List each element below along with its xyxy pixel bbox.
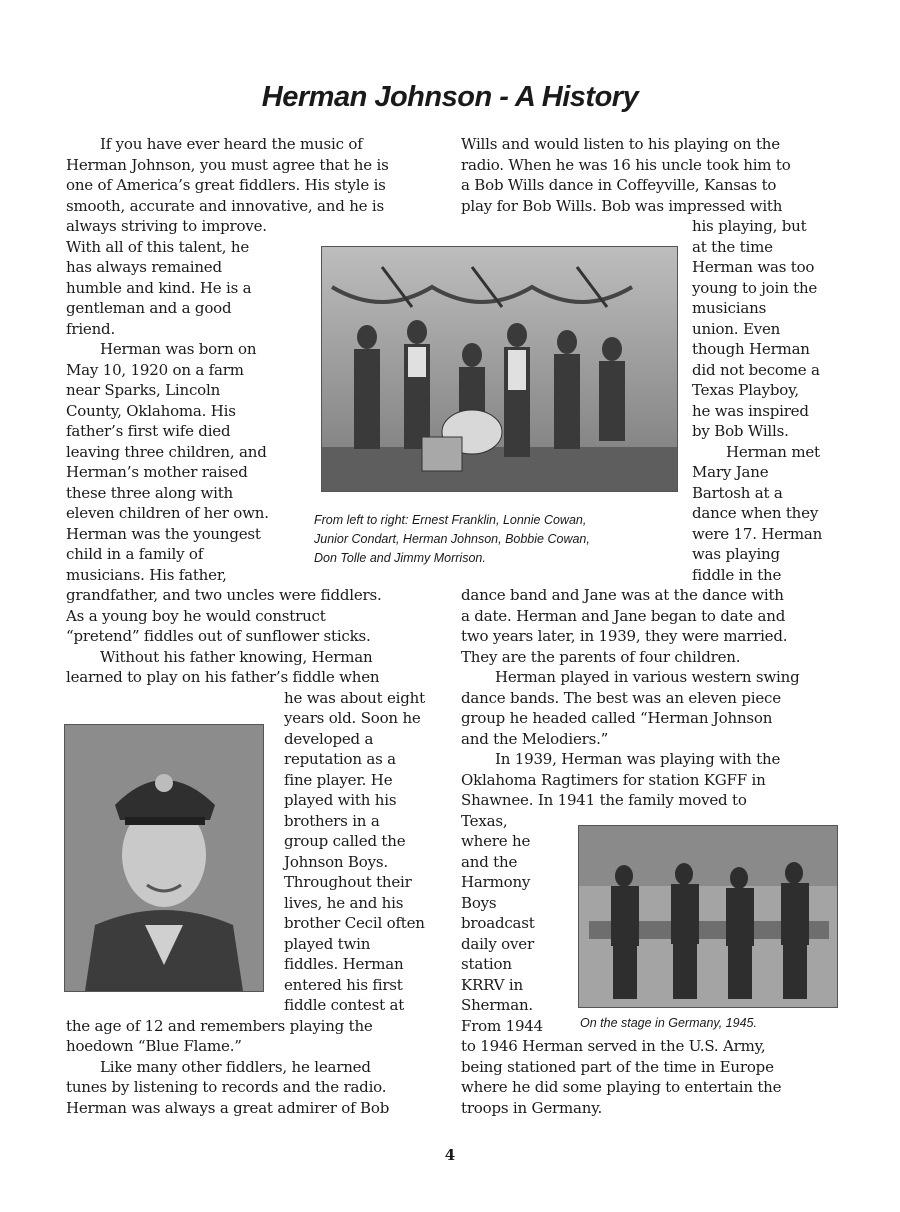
band-photo-caption-line: Junior Condart, Herman Johnson, Bobbie Cowan, (314, 532, 590, 546)
right-column-line: where he did some playing to entertain the (461, 1078, 782, 1096)
left-column-line: May 10, 1920 on a farm (66, 360, 244, 379)
right-column-line: a Bob Wills dance in Coffeyville, Kansas to (461, 176, 777, 194)
right-column-line: were 17. Herman (692, 524, 823, 543)
right-column-line: though Herman (692, 340, 810, 358)
right-column-line: Harmony (461, 873, 531, 891)
left-column-line: Like many other fiddlers, he learned (100, 1057, 371, 1076)
right-column-line: musicians (692, 299, 767, 317)
right-column-line: and the Melodiers.” (461, 729, 609, 748)
left-column-line: played twin (284, 934, 371, 953)
left-column-line: With all of this talent, he (66, 237, 250, 256)
left-column-line: fiddles. Herman (284, 955, 404, 973)
right-column-line: From 1944 (461, 1016, 543, 1035)
right-column-line: play for Bob Wills. Bob was impressed with (461, 196, 783, 215)
right-column-line: Oklahoma Ragtimers for station KGFF in (461, 770, 766, 789)
left-column-line: If you have ever heard the music of (100, 135, 363, 153)
right-column-line: a date. Herman and Jane began to date and (461, 606, 786, 625)
right-column-line: Herman met (726, 442, 820, 461)
right-column-line: was playing (692, 545, 780, 563)
right-column-line: to 1946 Herman served in the U.S. Army, (461, 1037, 766, 1055)
left-column-line: played with his (284, 791, 397, 809)
right-column-line: and the (461, 852, 518, 871)
band-photo (321, 246, 678, 492)
left-column-line: Herman Johnson, you must agree that he is (66, 155, 389, 174)
right-column-line: daily over (461, 934, 534, 953)
right-column-line: union. Even (692, 319, 781, 338)
left-column-line: years old. Soon he (284, 709, 421, 727)
left-column-line: smooth, accurate and innovative, and he is (66, 196, 385, 215)
right-column-line: radio. When he was 16 his uncle took him to (461, 155, 791, 174)
left-column-line: musicians. His father, (66, 565, 227, 584)
left-column-line: Herman was born on (100, 340, 257, 358)
left-column-line: father’s first wife died (66, 422, 231, 440)
left-column-line: grandfather, and two uncles were fiddlers. (66, 586, 382, 604)
left-column-line: fine player. He (284, 770, 393, 789)
left-column-line: has always remained (66, 258, 222, 276)
right-column-line: Herman played in various western swing (495, 668, 800, 686)
germany-stage-photo (578, 825, 838, 1008)
right-column-line: where he (461, 832, 531, 850)
right-column-line: broadcast (461, 914, 535, 932)
right-column-line: KRRV in (461, 975, 523, 994)
left-column-line: brother Cecil often (284, 914, 425, 932)
left-column-line: As a young boy he would construct (66, 606, 326, 625)
band-photo-caption-line: Don Tolle and Jimmy Morrison. (314, 551, 486, 565)
left-column-line: entered his first (284, 975, 403, 994)
right-column-line: dance when they (692, 504, 819, 522)
right-column-line: Bartosh at a (692, 483, 783, 502)
left-column-line: reputation as a (284, 750, 396, 768)
right-column-line: his playing, but (692, 217, 807, 235)
left-column-line: friend. (66, 319, 116, 338)
right-column-line: Wills and would listen to his playing on the (461, 135, 780, 153)
left-column-line: County, Oklahoma. His (66, 401, 236, 420)
right-column-line: Texas, (461, 811, 508, 830)
right-column-line: group he headed called “Herman Johnson (461, 709, 773, 727)
left-column-line: brothers in a (284, 811, 380, 830)
germany-photo-caption: On the stage in Germany, 1945. (580, 1016, 757, 1030)
right-column-line: Boys (461, 893, 497, 912)
right-column-line: dance band and Jane was at the dance with (461, 586, 784, 604)
left-column-line: the age of 12 and remembers playing the (66, 1016, 373, 1035)
right-column-line: being stationed part of the time in Europe (461, 1057, 774, 1076)
left-column-line: lives, he and his (284, 893, 404, 912)
left-column-line: humble and kind. He is a (66, 278, 252, 297)
left-column-line: he was about eight (284, 688, 425, 707)
right-column-line: Texas Playboy, (692, 381, 799, 399)
left-column-line: “pretend” fiddles out of sunflower sticks. (66, 627, 371, 645)
right-column-line: In 1939, Herman was playing with the (495, 750, 781, 768)
page-title: Herman Johnson - A History (261, 81, 639, 113)
right-column-line: Sherman. (461, 996, 533, 1014)
left-column-line: eleven children of her own. (66, 504, 269, 522)
left-column-line: one of America’s great fiddlers. His style is (66, 176, 386, 194)
left-column-line: Herman was always a great admirer of Bob (66, 1098, 390, 1117)
left-column-line: near Sparks, Lincoln (66, 381, 221, 399)
right-column-line: dance bands. The best was an eleven piece (461, 688, 781, 707)
right-column-line: two years later, in 1939, they were married. (461, 627, 788, 645)
left-column-line: Without his father knowing, Herman (100, 647, 373, 666)
left-column-line: child in a family of (66, 545, 204, 563)
portrait-photo (64, 724, 264, 992)
left-column-line: Herman was the youngest (66, 524, 261, 543)
left-column-line: learned to play on his father’s fiddle when (66, 668, 380, 686)
right-column-line: young to join the (692, 278, 818, 297)
right-column-line: troops in Germany. (461, 1098, 603, 1117)
right-column-line: by Bob Wills. (692, 422, 789, 440)
right-column-line: at the time (692, 237, 773, 256)
left-column-line: hoedown “Blue Flame.” (66, 1037, 242, 1055)
left-column-line: developed a (284, 729, 374, 748)
right-column-line: Shawnee. In 1941 the family moved to (461, 791, 747, 809)
left-column-line: gentleman and a good (66, 299, 232, 317)
left-column-line: Throughout their (284, 873, 412, 891)
left-column-line: tunes by listening to records and the radio. (66, 1078, 387, 1096)
left-column-line: Johnson Boys. (284, 852, 388, 871)
right-column-line: Herman was too (692, 258, 815, 276)
band-photo-caption-line: From left to right: Ernest Franklin, Lonnie Cowan, (314, 513, 587, 527)
left-column-line: always striving to improve. (66, 217, 267, 235)
right-column-line: Mary Jane (692, 463, 769, 481)
left-column-line: these three along with (66, 483, 234, 502)
left-column-line: leaving three children, and (66, 442, 267, 461)
right-column-line: he was inspired (692, 401, 809, 420)
right-column-line: fiddle in the (692, 565, 782, 584)
left-column-line: group called the (284, 832, 406, 850)
right-column-line: did not become a (692, 360, 820, 379)
right-column-line: They are the parents of four children. (461, 647, 741, 666)
left-column-line: fiddle contest at (284, 996, 405, 1014)
page-number: 4 (444, 1146, 456, 1164)
right-column-line: station (461, 955, 512, 973)
left-column-line: Herman’s mother raised (66, 463, 248, 481)
